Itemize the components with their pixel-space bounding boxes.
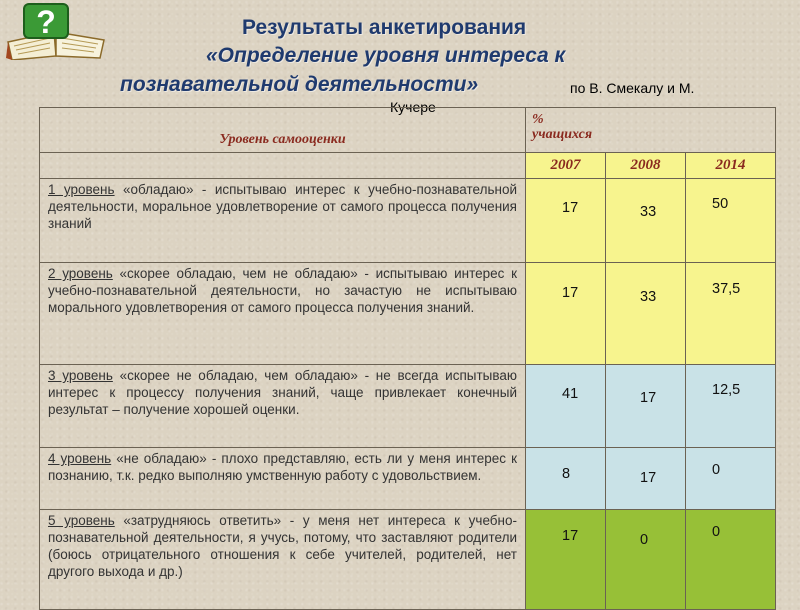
level-column-header-text: Уровень самооценки (219, 132, 346, 147)
author-line-1: по В. Смекалу и М. (570, 80, 695, 96)
table-row (40, 510, 776, 610)
level-4-description (40, 448, 526, 510)
svg-text:?: ? (36, 4, 56, 40)
level-2-text: «скорее обладаю, чем не обладаю» - испытываю интерес к учебно-познавательной деятельности, но зачастую не испытываю морального удовлетворения от самого процесса получения знаний. (48, 266, 517, 315)
level-column-header (40, 108, 526, 153)
page-header (110, 6, 800, 122)
table-row (40, 365, 776, 448)
table-row (40, 448, 776, 510)
level-2-value-2014: 37,5 (686, 263, 776, 365)
level-1-value-2007: 17 (526, 179, 606, 263)
percent-sign: % (532, 112, 544, 127)
results-table (39, 107, 776, 610)
year-2008: 2008 (606, 153, 686, 179)
level-5-value-2014: 0 (686, 510, 776, 610)
level-3-value-2008: 17 (606, 365, 686, 448)
level-3-value-2007: 41 (526, 365, 606, 448)
level-3-label: 3 уровень (48, 368, 113, 383)
table-row (40, 263, 776, 365)
level-5-description (40, 510, 526, 610)
table-row (40, 179, 776, 263)
level-4-value-2007: 8 (526, 448, 606, 510)
percent-column-header (526, 108, 776, 153)
title-line-1: Результаты анкетирования (242, 16, 527, 39)
percent-header-label: учащихся (532, 127, 593, 142)
author-line-2: Кучере (390, 99, 436, 115)
title-line-3: познавательной деятельности» (120, 73, 479, 96)
book-question-mark-icon (4, 2, 108, 60)
level-4-value-2014: 0 (686, 448, 776, 510)
level-3-description (40, 365, 526, 448)
level-1-value-2008: 33 (606, 179, 686, 263)
year-2014: 2014 (686, 153, 776, 179)
level-1-description (40, 179, 526, 263)
year-2007: 2007 (526, 153, 606, 179)
level-1-label: 1 уровень (48, 182, 115, 197)
level-4-text: «не обладаю» - плохо представляю, есть ли у меня интерес к познанию, т.к. редко выполняю умственную работу с удовольствием. (48, 451, 518, 483)
level-2-value-2008: 33 (606, 263, 686, 365)
table-header-row (40, 108, 776, 153)
level-4-value-2008: 17 (606, 448, 686, 510)
title-line-2: «Определение уровня интереса к (206, 44, 566, 67)
level-3-value-2014: 12,5 (686, 365, 776, 448)
level-5-value-2008: 0 (606, 510, 686, 610)
level-5-value-2007: 17 (526, 510, 606, 610)
level-5-label: 5 уровень (48, 513, 115, 528)
level-5-text: «затрудняюсь ответить» - у меня нет интереса к учебно-познавательной деятельности, я учусь, потому, что заставляют родители (боюсь отрицательного отношения к себе учителей, родителей, нет другого выхода и др.) (48, 513, 517, 579)
level-1-text: «обладаю» - испытываю интерес к учебно-познавательной деятельности, моральное удовлетворение от самого процесса получения знаний (48, 182, 517, 231)
level-2-description (40, 263, 526, 365)
level-2-value-2007: 17 (526, 263, 606, 365)
level-4-label: 4 уровень (48, 451, 112, 466)
years-row-spacer (40, 153, 526, 179)
years-row (40, 153, 776, 179)
level-1-value-2014: 50 (686, 179, 776, 263)
level-2-label: 2 уровень (48, 266, 113, 281)
level-3-text: «скорее не обладаю, чем обладаю» - не всегда испытываю интерес к процессу получения знаний, чаще привлекает конечный результат – получение хорошей оценки. (48, 368, 518, 417)
